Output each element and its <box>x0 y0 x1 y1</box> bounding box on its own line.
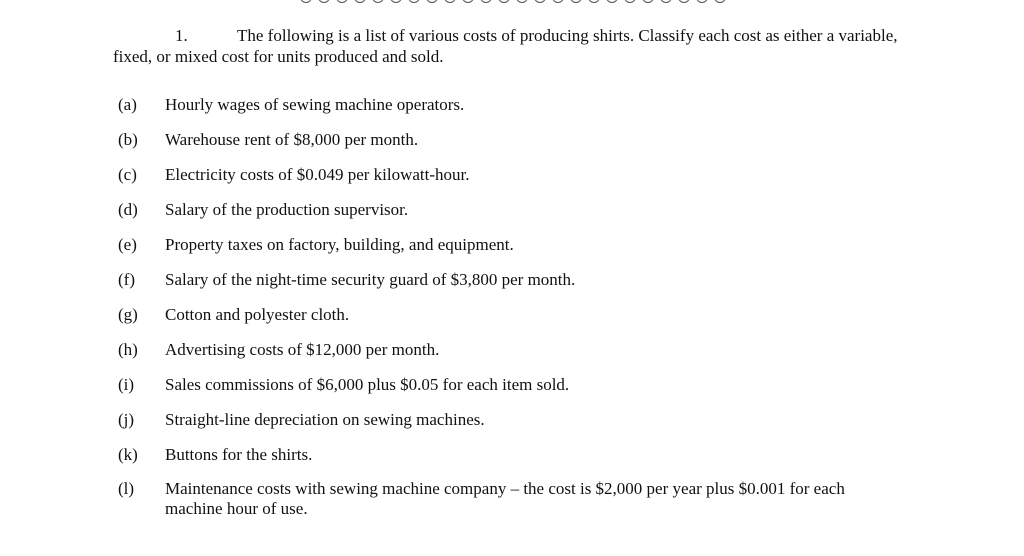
item-text: Warehouse rent of $8,000 per month. <box>165 130 419 149</box>
list-item <box>118 234 898 269</box>
list-item <box>118 479 898 519</box>
question-text: The following is a list of various costs of producing shirts. Classify each cost as either a variable, fixed, or mixed cost for units produced and sold. <box>113 26 898 66</box>
item-text: Electricity costs of $0.049 per kilowatt-hour. <box>165 165 470 184</box>
item-letter: (f) <box>118 270 135 289</box>
item-text: Cotton and polyester cloth. <box>165 305 350 324</box>
item-letter: (g) <box>118 305 138 324</box>
item-text: Sales commissions of $6,000 plus $0.05 for each item sold. <box>165 375 570 394</box>
item-text: Salary of the production supervisor. <box>165 200 409 219</box>
item-letter: (h) <box>118 340 138 359</box>
list-item <box>118 444 898 479</box>
list-item <box>118 374 898 409</box>
item-letter: (i) <box>118 375 135 394</box>
cropped-previous-line <box>300 0 780 4</box>
item-letter: (l) <box>118 479 135 498</box>
list-item <box>118 304 898 339</box>
item-letter: (d) <box>118 200 138 219</box>
item-letter: (k) <box>118 445 138 464</box>
item-text: Maintenance costs with sewing machine company – the cost is $2,000 per year plus $0.001 for each machine hour of use. <box>165 479 845 518</box>
list-item <box>118 164 898 199</box>
item-text: Advertising costs of $12,000 per month. <box>165 340 440 359</box>
item-letter: (a) <box>118 95 137 114</box>
list-item <box>118 269 898 304</box>
item-letter: (b) <box>118 130 138 149</box>
item-text: Salary of the night-time security guard of $3,800 per month. <box>165 270 576 289</box>
item-text: Property taxes on factory, building, and equipment. <box>165 235 514 254</box>
item-text: Buttons for the shirts. <box>165 445 313 464</box>
cost-items-list <box>118 94 898 519</box>
question-number: 1. <box>175 26 188 45</box>
question-header <box>113 25 913 67</box>
list-item <box>118 339 898 374</box>
item-letter: (e) <box>118 235 137 254</box>
item-letter: (c) <box>118 165 137 184</box>
item-letter: (j) <box>118 410 135 429</box>
item-text: Hourly wages of sewing machine operators. <box>165 95 465 114</box>
list-item <box>118 129 898 164</box>
item-text: Straight-line depreciation on sewing machines. <box>165 410 485 429</box>
list-item <box>118 199 898 234</box>
list-item <box>118 94 898 129</box>
list-item <box>118 409 898 444</box>
